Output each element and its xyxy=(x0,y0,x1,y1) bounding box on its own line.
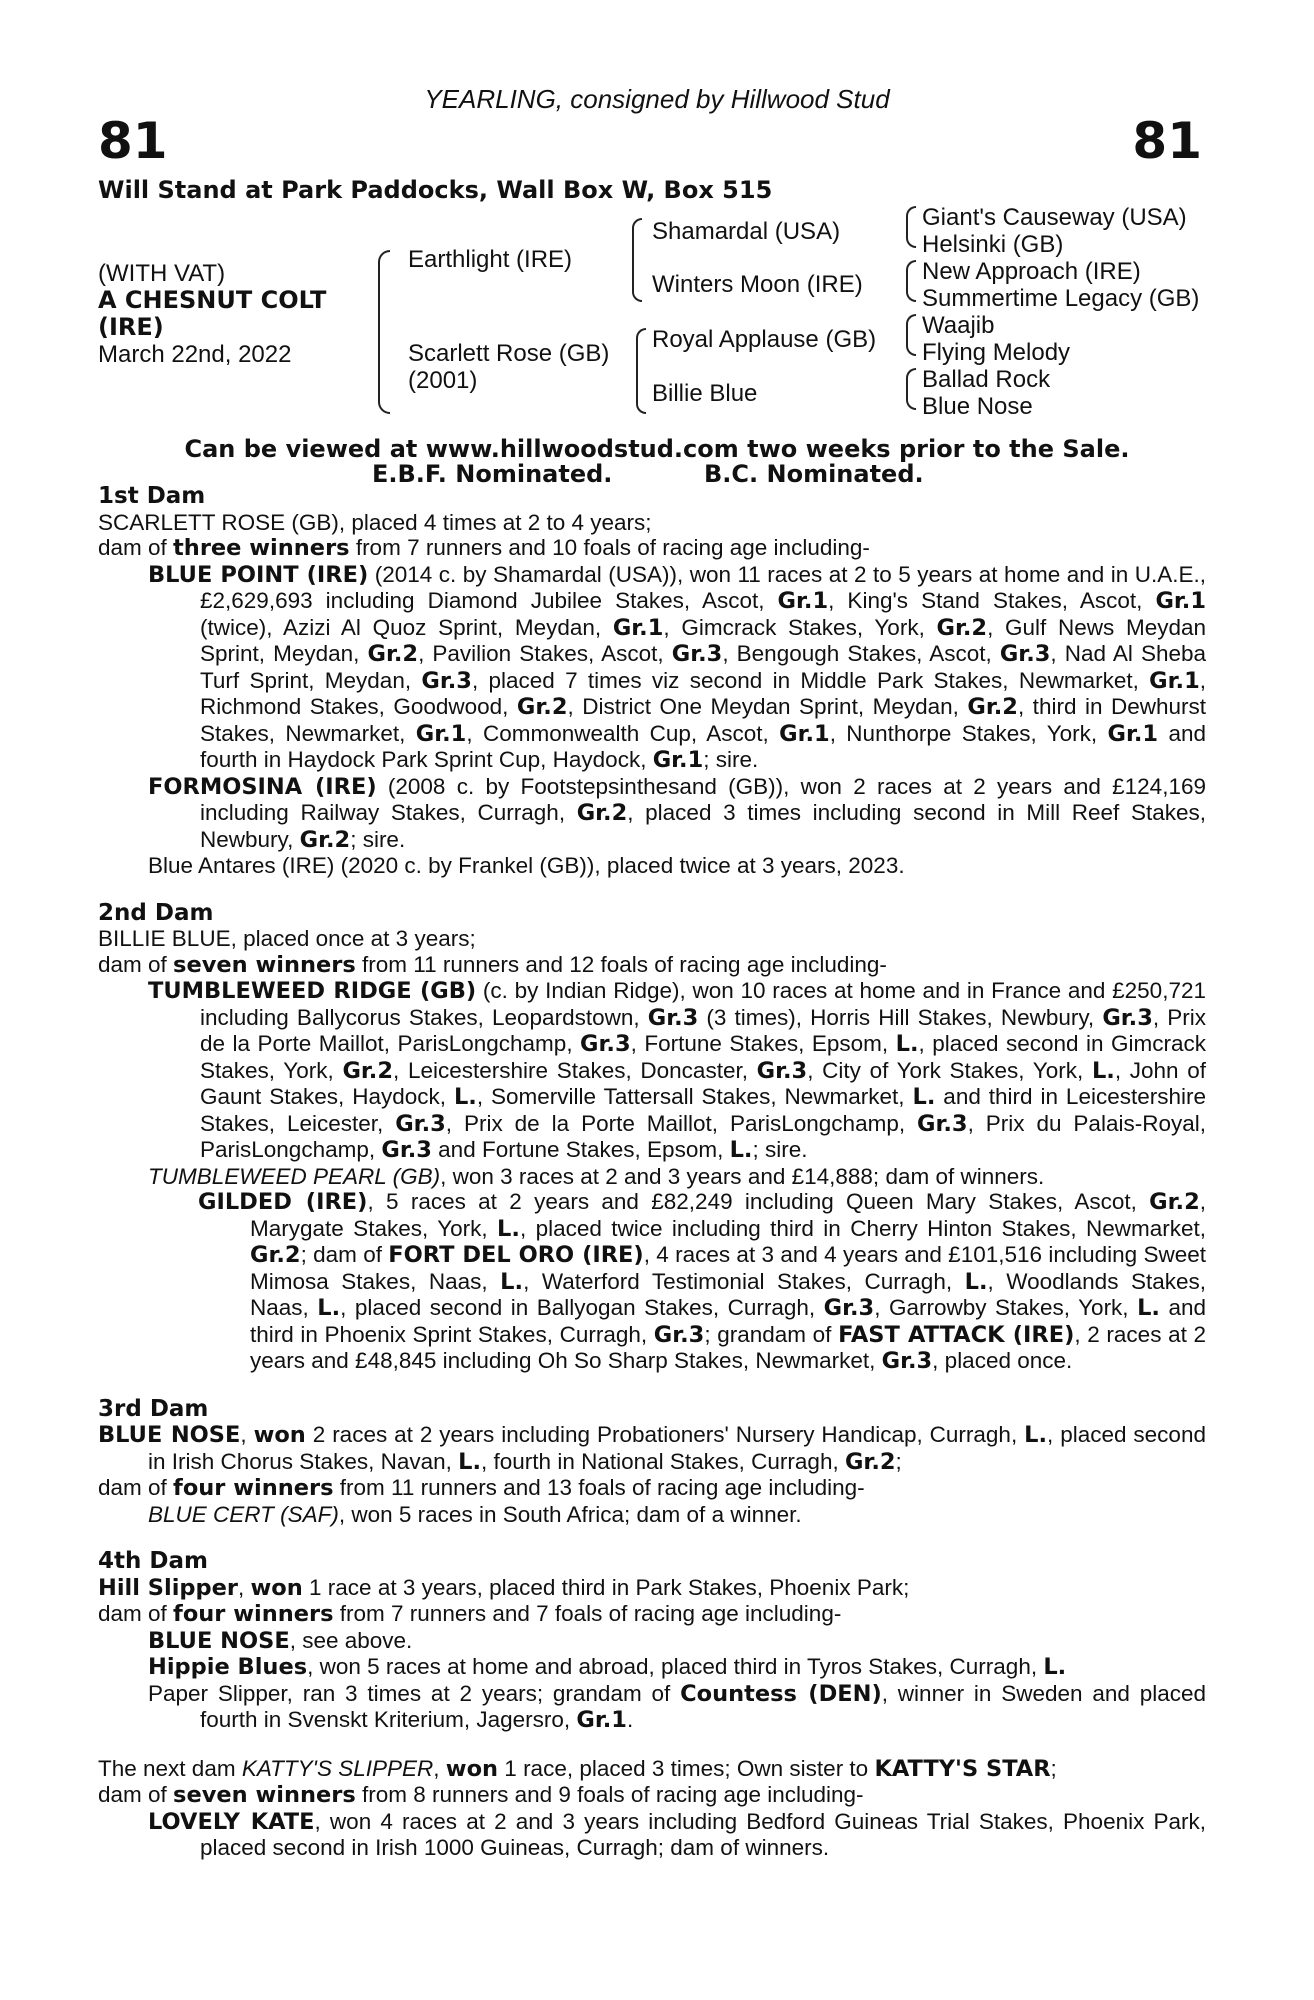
section-1st-dam: 1st Dam xyxy=(98,483,206,509)
pedigree-ggp-6: Flying Melody xyxy=(922,339,1071,366)
offspring-paper-slipper: Paper Slipper, ran 3 times at 2 years; grandam of Countess (DEN), winner in Sweden and placed fourth in Svenskt Kriterium, Jagersro, Gr.1. xyxy=(148,1680,1206,1733)
second-dam-produce: dam of seven winners from 11 runners and 12 foals of racing age including- xyxy=(98,951,887,978)
stand-location: Will Stand at Park Paddocks, Wall Box W, Box 515 xyxy=(98,176,773,204)
offspring-tumbleweed-ridge: TUMBLEWEED RIDGE (GB) (c. by Indian Ridge), won 10 races at home and in France and £250,721 including Ballycorus Stakes, Leopardstown, Gr.3 (3 times), Horris Hill Stakes, Newbury, Gr.3, Prix de la Porte Maillot, ParisLongchamp, Gr.3, Fortune Stakes, Epsom, L., placed second in Gimcrack Stakes, York, Gr.2, Leicestershire Stakes, Doncaster, Gr.3, City of York Stakes, York, L., John of Gaunt Stakes, Haydock, L., Somerville Tattersall Stakes, Newmarket, L. and third in Leicestershire Stakes, Leicester, Gr.3, Prix de la Porte Maillot, ParisLongchamp, Gr.3, Prix du Palais-Royal, ParisLongchamp, Gr.3 and Fortune Stakes, Epsom, L.; sire. xyxy=(148,978,1207,1163)
offspring-lovely-kate: LOVELY KATE, won 4 races at 2 and 3 years including Bedford Guineas Trial Stakes, Phoenix Park, placed second in Irish 1000 Guineas, Curragh; dam of winners. xyxy=(148,1808,1207,1860)
third-dam-line: BLUE NOSE, won 2 races at 2 years including Probationers' Nursery Handicap, Curragh, L., placed second in Irish Chorus Stakes, Navan, L., fourth in National Stakes, Curragh, Gr.2; xyxy=(98,1422,1206,1475)
lot-number-right: 81 xyxy=(1132,112,1202,170)
vat-note: (WITH VAT) xyxy=(98,260,226,287)
pedigree-ggp-7: Ballad Rock xyxy=(922,366,1051,393)
fourth-dam-produce: dam of four winners from 7 runners and 7 foals of racing age including- xyxy=(98,1601,842,1627)
offspring-blue-antares: Blue Antares (IRE) (2020 c. by Frankel (GB)), placed twice at 3 years, 2023. xyxy=(148,853,905,878)
second-dam-line: BILLIE BLUE, placed once at 3 years; xyxy=(98,926,476,951)
pedigree-ggp-8: Blue Nose xyxy=(922,393,1033,420)
first-dam-line: SCARLETT ROSE (GB), placed 4 times at 2 to 4 years; xyxy=(98,509,652,535)
offspring-formosina: FORMOSINA (IRE) (2008 c. by Footstepsinthesand (GB)), won 2 races at 2 years and £124,169 including Railway Stakes, Curragh, Gr.2, placed 3 times including second in Mill Reef Stakes, Newbury, Gr.2; sire. xyxy=(148,773,1206,853)
offspring-blue-nose: BLUE NOSE, see above. xyxy=(148,1627,413,1654)
pedigree-brace-sire xyxy=(632,218,642,302)
foaling-date: March 22nd, 2022 xyxy=(98,341,292,368)
pedigree-brace-parents xyxy=(378,250,390,414)
next-dam-produce: dam of seven winners from 8 runners and 9 foals of racing age including- xyxy=(98,1782,864,1808)
horse-info xyxy=(98,260,326,368)
section-3rd-dam: 3rd Dam xyxy=(98,1395,209,1422)
offspring-hippie-blues: Hippie Blues, won 5 races at home and abroad, placed third in Tyros Stakes, Curragh, L. xyxy=(148,1654,1067,1680)
horse-title: A CHESNUT COLT xyxy=(98,286,327,314)
pedigree-ggp-5: Waajib xyxy=(922,312,995,339)
pedigree-brace-g2 xyxy=(906,260,916,302)
lot-number-left: 81 xyxy=(98,112,168,170)
section-4th-dam: 4th Dam xyxy=(98,1548,208,1574)
offspring-blue-cert: BLUE CERT (SAF), won 5 races in South Africa; dam of a winner. xyxy=(148,1501,802,1527)
offspring-gilded: GILDED (IRE), 5 races at 2 years and £82,249 including Queen Mary Stakes, Ascot, Gr.2, Marygate Stakes, York, L., placed twice including third in Cherry Hinton Stakes, Newmarket, Gr.2; dam of FORT DEL ORO (IRE), 4 races at 3 and 4 years and £101,516 including Sweet Mimosa Stakes, Naas, L., Waterford Testimonial Stakes, Curragh, L., Woodlands Stakes, Naas, L., placed second in Ballyogan Stakes, Curragh, Gr.3, Garrowby Stakes, York, L. and third in Phoenix Sprint Stakes, Curragh, Gr.3; grandam of FAST ATTACK (IRE), 2 races at 2 years and £48,845 including Oh So Sharp Stakes, Newmarket, Gr.3, placed once. xyxy=(198,1189,1207,1374)
pedigree-dam: Scarlett Rose (GB) xyxy=(408,340,610,367)
pedigree-sire-dam: Winters Moon (IRE) xyxy=(652,271,863,298)
ebf-note: E.B.F. Nominated. xyxy=(372,460,613,488)
offspring-blue-point: BLUE POINT (IRE) (2014 c. by Shamardal (USA)), won 11 races at 2 to 5 years at home and in U.A.E., £2,629,693 including Diamond Jubilee Stakes, Ascot, Gr.1, King's Stand Stakes, Ascot, Gr.1 (twice), Azizi Al Quoz Sprint, Meydan, Gr.1, Gimcrack Stakes, York, Gr.2, Gulf News Meydan Sprint, Meydan, Gr.2, Pavilion Stakes, Ascot, Gr.3, Bengough Stakes, Ascot, Gr.3, Nad Al Sheba Turf Sprint, Meydan, Gr.3, placed 7 times viz second in Middle Park Stakes, Newmarket, Gr.1, Richmond Stakes, Goodwood, Gr.2, District One Meydan Sprint, Meydan, Gr.2, third in Dewhurst Stakes, Newmarket, Gr.1, Commonwealth Cup, Ascot, Gr.1, Nunthorpe Stakes, York, Gr.1 and fourth in Haydock Park Sprint Cup, Haydock, Gr.1; sire. xyxy=(148,561,1207,773)
section-2nd-dam: 2nd Dam xyxy=(98,899,214,926)
bc-note: B.C. Nominated. xyxy=(704,460,924,488)
pedigree-sire-sire: Shamardal (USA) xyxy=(652,218,841,245)
first-dam-produce: dam of three winners from 7 runners and 10 foals of racing age including- xyxy=(98,535,870,561)
viewing-note: Can be viewed at www.hillwoodstud.com two weeks prior to the Sale. xyxy=(184,435,1130,463)
pedigree-ggp-3: New Approach (IRE) xyxy=(922,258,1141,285)
pedigree-brace-dam xyxy=(636,328,646,414)
pedigree-dam-sire: Royal Applause (GB) xyxy=(652,326,877,353)
fourth-dam-line: Hill Slipper, won 1 race at 3 years, placed third in Park Stakes, Phoenix Park; xyxy=(98,1574,910,1601)
pedigree-ggp-1: Giant's Causeway (USA) xyxy=(922,204,1187,231)
pedigree-dam-year: (2001) xyxy=(408,367,478,394)
pedigree-brace-g3 xyxy=(906,314,916,356)
catalogue-body xyxy=(98,484,1206,1861)
third-dam-produce: dam of four winners from 11 runners and 13 foals of racing age including- xyxy=(98,1475,865,1501)
consignment-header: YEARLING, consigned by Hillwood Stud xyxy=(424,84,890,114)
offspring-tumbleweed-pearl: TUMBLEWEED PEARL (GB), won 3 races at 2 and 3 years and £14,888; dam of winners. xyxy=(148,1163,1045,1189)
next-dam-line: The next dam KATTY'S SLIPPER, won 1 race, placed 3 times; Own sister to KATTY'S STAR; xyxy=(98,1755,1057,1782)
pedigree-ggp-2: Helsinki (GB) xyxy=(922,231,1064,258)
pedigree-dam-dam: Billie Blue xyxy=(652,380,758,407)
pedigree-ggp-4: Summertime Legacy (GB) xyxy=(922,285,1200,312)
pedigree-brace-g4 xyxy=(906,368,916,410)
horse-title-country: (IRE) xyxy=(98,313,164,341)
pedigree-brace-g1 xyxy=(906,206,916,248)
pedigree-sire: Earthlight (IRE) xyxy=(408,246,573,273)
